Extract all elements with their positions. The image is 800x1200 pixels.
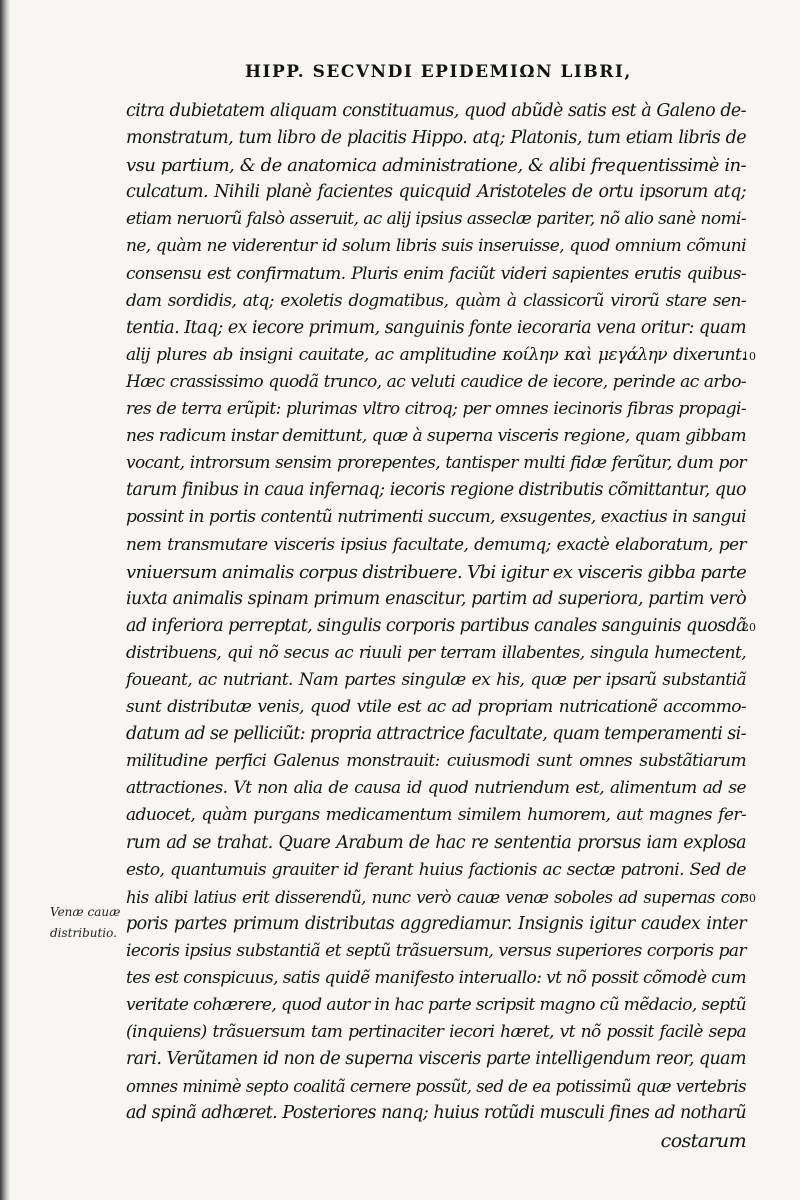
text-line: foueant, ac nutriant. Nam partes singulæ ex his, quæ per ipsarũ substantiã <box>126 669 746 690</box>
marginal-note-line: Venæ cauæ <box>50 905 121 919</box>
text-line: esto, quantumuis grauiter id ferant huius factionis ac sectæ patroni. Sed de <box>126 859 746 880</box>
text-line: iuxta animalis spinam primum enascitur, partim ad superiora, partim verò <box>126 588 746 609</box>
text-line: attractiones. Vt non alia de causa id quod nutriendum est, alimentum ad se <box>126 778 746 799</box>
line-number: 10 <box>742 349 756 363</box>
text-line: culcatum. Nihili planè facientes quicquid Aristoteles de ortu ipsorum atq; <box>126 182 746 203</box>
text-line: etiam neruorũ falsò asseruit, ac alij ipsius asseclæ pariter, nõ alio sanè nomi- <box>126 209 746 230</box>
text-line: costarum <box>660 1129 746 1152</box>
line-number: 30 <box>742 891 756 905</box>
text-line: possint in portis contentũ nutrimenti succum, exsugentes, exactius in sangui <box>126 507 746 528</box>
text-line: (inquiens) trãsuersum tam pertinaciter iecori hæret, vt nõ possit facilè sepa <box>126 1022 746 1043</box>
text-line: dam sordidis, atq; exoletis dogmatibus, quàm à classicorũ virorũ stare sen- <box>126 290 746 311</box>
text-line: tarum finibus in caua infernaq; iecoris regione distributis cõmittantur, quo <box>126 480 746 501</box>
text-line: res de terra erũpit: plurimas vltro citroq; per omnes iecinoris fibras propagi- <box>126 399 746 420</box>
text-line: consensu est confirmatum. Pluris enim faciũt videri sapientes erutis quibus- <box>126 263 746 284</box>
text-line: distribuens, qui nõ secus ac riuuli per terram illabentes, singula humectent, <box>126 642 746 663</box>
text-line: poris partes primum distributas aggrediamur. Insignis igitur caudex inter <box>126 913 746 934</box>
text-line: nes radicum instar demittunt, quæ à superna visceris regione, quam gibbam <box>126 426 746 447</box>
text-line: sunt distributæ venis, quod vtile est ac ad propriam nutricationẽ accommo- <box>126 697 746 718</box>
text-line: aduocet, quàm purgans medicamentum similem humorem, aut magnes fer- <box>126 805 746 826</box>
marginal-note-line: distributio. <box>50 926 117 940</box>
text-line: Hæc crassissimo quodã trunco, ac veluti caudice de iecore, perinde ac arbo- <box>126 371 746 392</box>
marginal-note <box>50 902 130 944</box>
text-line: militudine perfici Galenus monstrauit: cuiusmodi sunt omnes substãtiarum <box>126 751 746 772</box>
text-line: rum ad se trahat. Quare Arabum de hac re sententia prorsus iam explosa <box>126 832 746 853</box>
page-binding-edge <box>0 0 10 1200</box>
text-line: rari. Verũtamen id non de superna visceris parte intelligendum reor, quam <box>126 1049 746 1070</box>
text-line: citra dubietatem aliquam constituamus, quod abũdè satis est à Galeno de- <box>126 101 746 121</box>
text-line: vniuersum animalis corpus distribuere. Vbi igitur ex visceris gibba parte <box>126 561 747 583</box>
text-line: ne, quàm ne viderentur id solum libris suis inseruisse, quod omnium cõmuni <box>126 236 746 257</box>
text-line: vsu partium, & de anatomica administratione, & alibi frequentissimè in- <box>126 155 746 177</box>
text-line: tentia. Itaq; ex iecore primum, sanguinis fonte iecoraria vena oritur: quam <box>126 317 746 338</box>
line-number: 20 <box>742 620 756 634</box>
running-head: HIPP. SECVNDI EPIDEMIΩN LIBRI, <box>245 62 632 82</box>
body-text <box>126 98 746 1155</box>
text-line: tes est conspicuus, satis quidẽ manifesto interuallo: vt nõ possit cõmodè cum <box>126 968 747 988</box>
text-line: veritate cohærere, quod autor in hac parte scripsit magno cũ mẽdacio, septũ <box>126 995 746 1016</box>
text-line: iecoris ipsius substantiã et septũ trãsuersum, versus superiores corporis par <box>126 940 746 961</box>
text-line: omnes minimè septo coalitã cernere possũt, sed de ea potissimũ quæ vertebris <box>126 1077 746 1097</box>
text-line: his alibi latius erit disserendũ, nunc verò cauæ venæ soboles ad supernas cor <box>126 887 746 907</box>
text-line: ad spinã adhæret. Posteriores nanq; huius rotũdi musculi fines ad notharũ <box>126 1103 746 1124</box>
text-line: datum ad se pelliciũt: propria attractrice facultate, quam temperamenti si- <box>126 724 746 745</box>
text-line: ad inferiora perreptat, singulis corporis partibus canales sanguinis quosdã <box>126 615 746 636</box>
text-line: monstratum, tum libro de placitis Hippo. atq; Platonis, tum etiam libris de <box>126 128 746 149</box>
text-line: nem transmutare visceris ipsius facultate, demumq; exactè elaboratum, per <box>126 534 746 555</box>
text-line: alij plures ab insigni cauitate, ac amplitudine κοίλην καὶ μεγάλην dixerunt. <box>126 344 746 365</box>
text-line: vocant, introrsum sensim prorepentes, tantisper multi fidæ ferũtur, dum por <box>126 453 746 474</box>
